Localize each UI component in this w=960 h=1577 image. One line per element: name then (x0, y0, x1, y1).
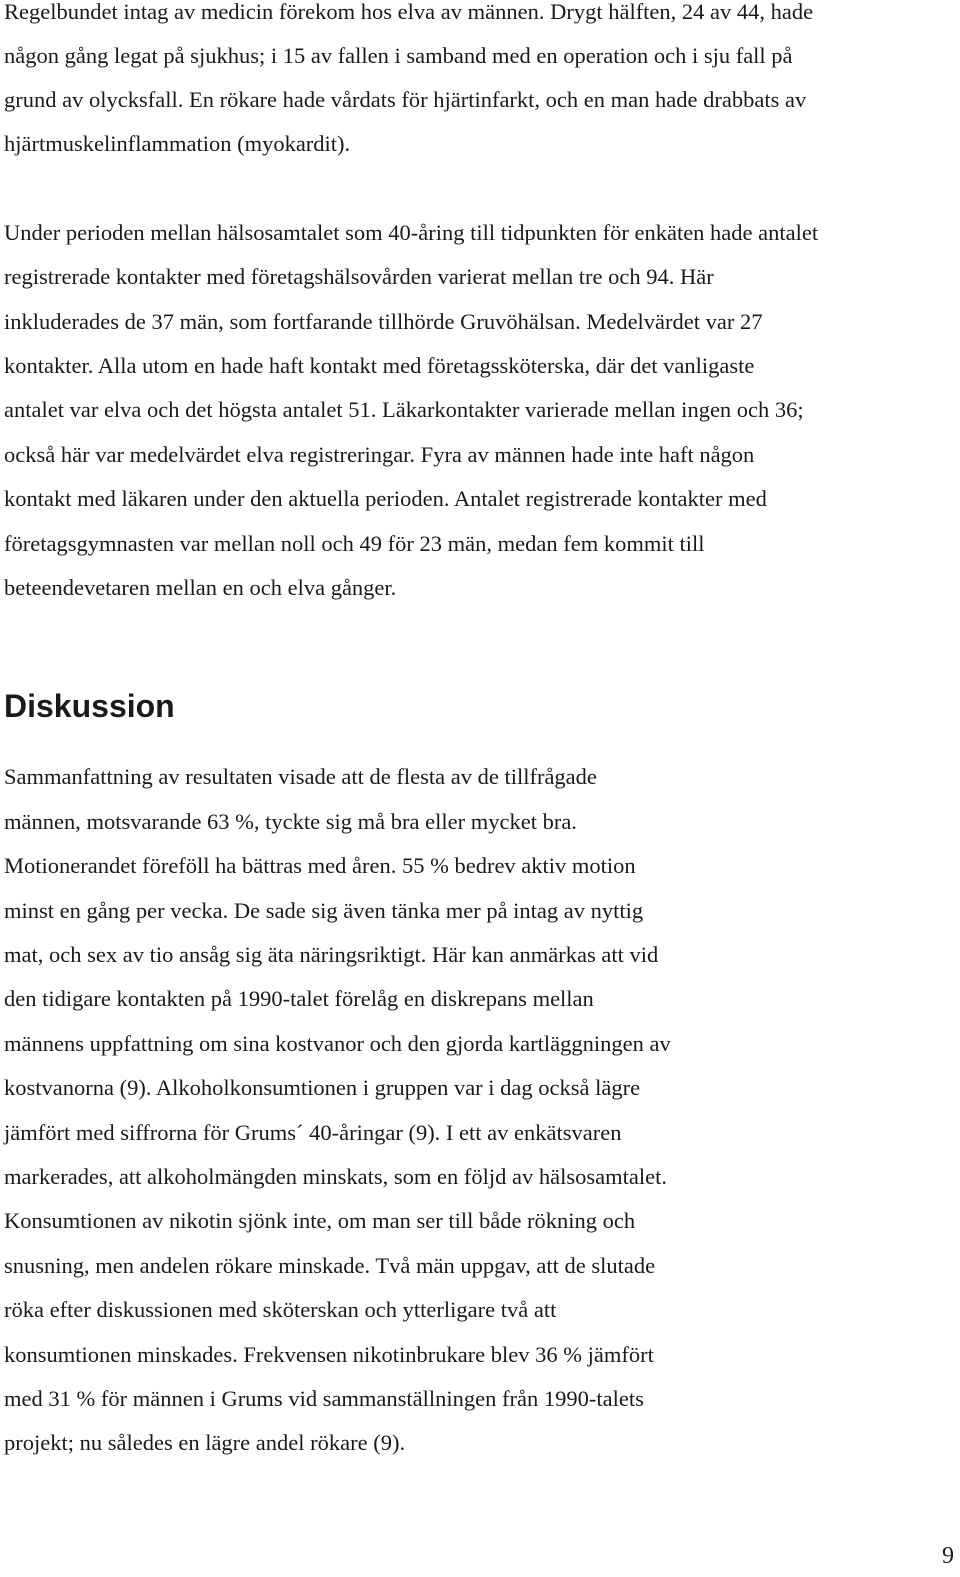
text-line: Regelbundet intag av medicin förekom hos elva av männen. Drygt hälften, 24 av 44, hade (4, 0, 814, 24)
text-line: antalet var elva och det högsta antalet 51. Läkarkontakter varierade mellan ingen och 36; (4, 397, 804, 422)
text-line: projekt; nu således en lägre andel rökare (9). (4, 1430, 406, 1455)
text-line: männen, motsvarande 63 %, tyckte sig må bra eller mycket bra. (4, 809, 577, 834)
text-line: grund av olycksfall. En rökare hade vårdats för hjärtinfarkt, och en man hade drabbats av (4, 87, 807, 112)
text-line: företagsgymnasten var mellan noll och 49 för 23 män, medan fem kommit till (4, 531, 705, 556)
text-line: männens uppfattning om sina kostvanor och den gjorda kartläggningen av (4, 1031, 671, 1056)
text-line: med 31 % för männen i Grums vid sammanställningen från 1990-talets (4, 1386, 644, 1411)
page-number: 9 (942, 1543, 954, 1569)
text-line: kontakter. Alla utom en hade haft kontakt med företagssköterska, där det vanligaste (4, 353, 755, 378)
text-line: Konsumtionen av nikotin sjönk inte, om man ser till både rökning och (4, 1208, 636, 1233)
text-line: beteendevetaren mellan en och elva gånger. (4, 575, 397, 600)
text-line: minst en gång per vecka. De sade sig även tänka mer på intag av nyttig (4, 898, 644, 923)
text-line: jämfört med siffrorna för Grums´ 40-åringar (9). I ett av enkätsvaren (4, 1120, 622, 1145)
text-line: markerades, att alkoholmängden minskats, som en följd av hälsosamtalet. (4, 1164, 667, 1189)
text-line: snusning, men andelen rökare minskade. Två män uppgav, att de slutade (4, 1253, 656, 1278)
text-line: röka efter diskussionen med sköterskan och ytterligare två att (4, 1297, 557, 1322)
text-line: inkluderades de 37 män, som fortfarande tillhörde Gruvöhälsan. Medelvärdet var 27 (4, 309, 763, 334)
text-line: Motionerandet föreföll ha bättras med åren. 55 % bedrev aktiv motion (4, 853, 636, 878)
text-line: kontakt med läkaren under den aktuella perioden. Antalet registrerade kontakter med (4, 486, 767, 511)
text-line: registrerade kontakter med företagshälsovården varierat mellan tre och 94. Här (4, 264, 714, 289)
text-line: någon gång legat på sjukhus; i 15 av fallen i samband med en operation och i sju fall på (4, 43, 793, 68)
text-line: Under perioden mellan hälsosamtalet som 40-åring till tidpunkten för enkäten hade antalet (4, 220, 819, 245)
text-line: konsumtionen minskades. Frekvensen nikotinbrukare blev 36 % jämfört (4, 1342, 654, 1367)
text-line: hjärtmuskelinflammation (myokardit). (4, 131, 351, 156)
text-line: den tidigare kontakten på 1990-talet förelåg en diskrepans mellan (4, 986, 594, 1011)
text-line: mat, och sex av tio ansåg sig äta näringsriktigt. Här kan anmärkas att vid (4, 942, 659, 967)
text-line: Sammanfattning av resultaten visade att de flesta av de tillfrågade (4, 764, 597, 789)
section-heading: Diskussion (4, 688, 175, 724)
text-line: också här var medelvärdet elva registreringar. Fyra av männen hade inte haft någon (4, 442, 755, 467)
text-line: kostvanorna (9). Alkoholkonsumtionen i gruppen var i dag också lägre (4, 1075, 641, 1100)
